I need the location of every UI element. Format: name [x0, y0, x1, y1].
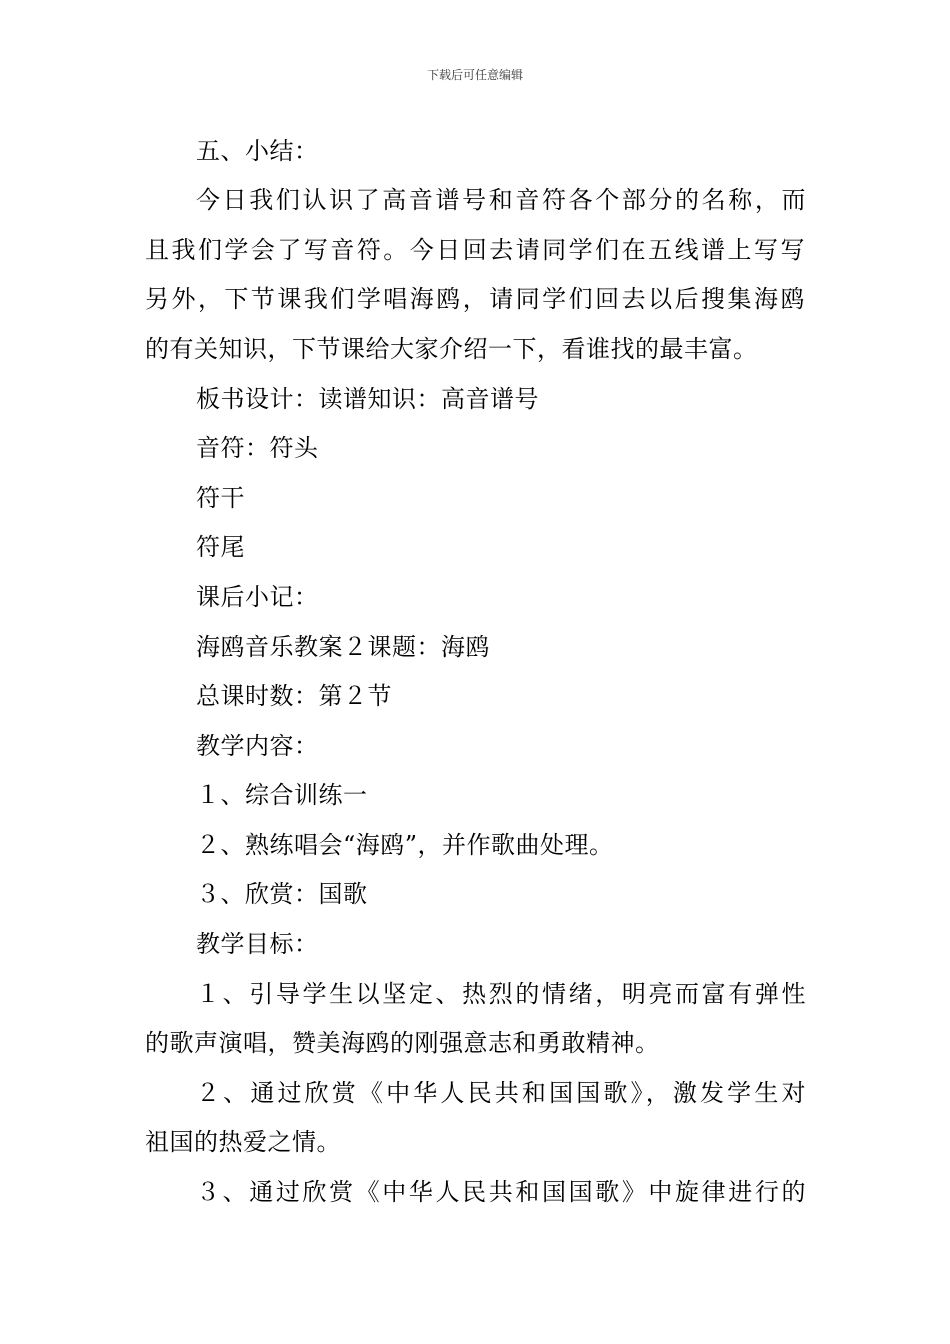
board-design-line: 音符：符头 — [196, 434, 319, 462]
board-design-line: 符干 — [196, 484, 245, 512]
paragraph-line: １、引导学生以坚定、热烈的情绪，明亮而富有弹性 — [196, 980, 806, 1008]
list-item: ３、欣赏：国歌 — [196, 880, 368, 908]
list-item: ２、熟练唱会“海鸥”，并作歌曲处理。 — [196, 831, 614, 859]
paragraph-line: 的有关知识，下节课给大家介绍一下，看谁找的最丰富。 — [145, 335, 758, 363]
section-heading: 教学目标： — [196, 930, 319, 958]
lesson-title: 海鸥音乐教案２课题：海鸥 — [196, 633, 490, 661]
paragraph-line: 的歌声演唱，赞美海鸥的刚强意志和勇敢精神。 — [145, 1029, 660, 1057]
page-header: 下载后可任意编辑 — [426, 68, 523, 82]
paragraph-line: ２、通过欣赏《中华人民共和国国歌》，激发学生对 — [196, 1079, 806, 1107]
section-summary-heading: 五、小结： — [196, 137, 319, 165]
paragraph-line: ３、通过欣赏《中华人民共和国国歌》中旋律进行的 — [196, 1178, 806, 1206]
section-heading: 课后小记： — [196, 583, 319, 611]
paragraph-line: 且我们学会了写音符。今日回去请同学们在五线谱上写写 — [145, 236, 805, 264]
section-heading: 教学内容： — [196, 732, 319, 760]
paragraph-line: 今日我们认识了高音谱号和音符各个部分的名称，而 — [196, 186, 806, 214]
paragraph-line: 另外，下节课我们学唱海鸥，请同学们回去以后搜集海鸥 — [145, 285, 805, 313]
board-design-line: 符尾 — [196, 533, 245, 561]
list-item: １、综合训练一 — [196, 781, 368, 809]
lesson-hours: 总课时数：第２节 — [196, 682, 392, 710]
board-design-line: 板书设计：读谱知识：高音谱号 — [196, 385, 539, 413]
paragraph-line: 祖国的热爱之情。 — [145, 1128, 341, 1156]
